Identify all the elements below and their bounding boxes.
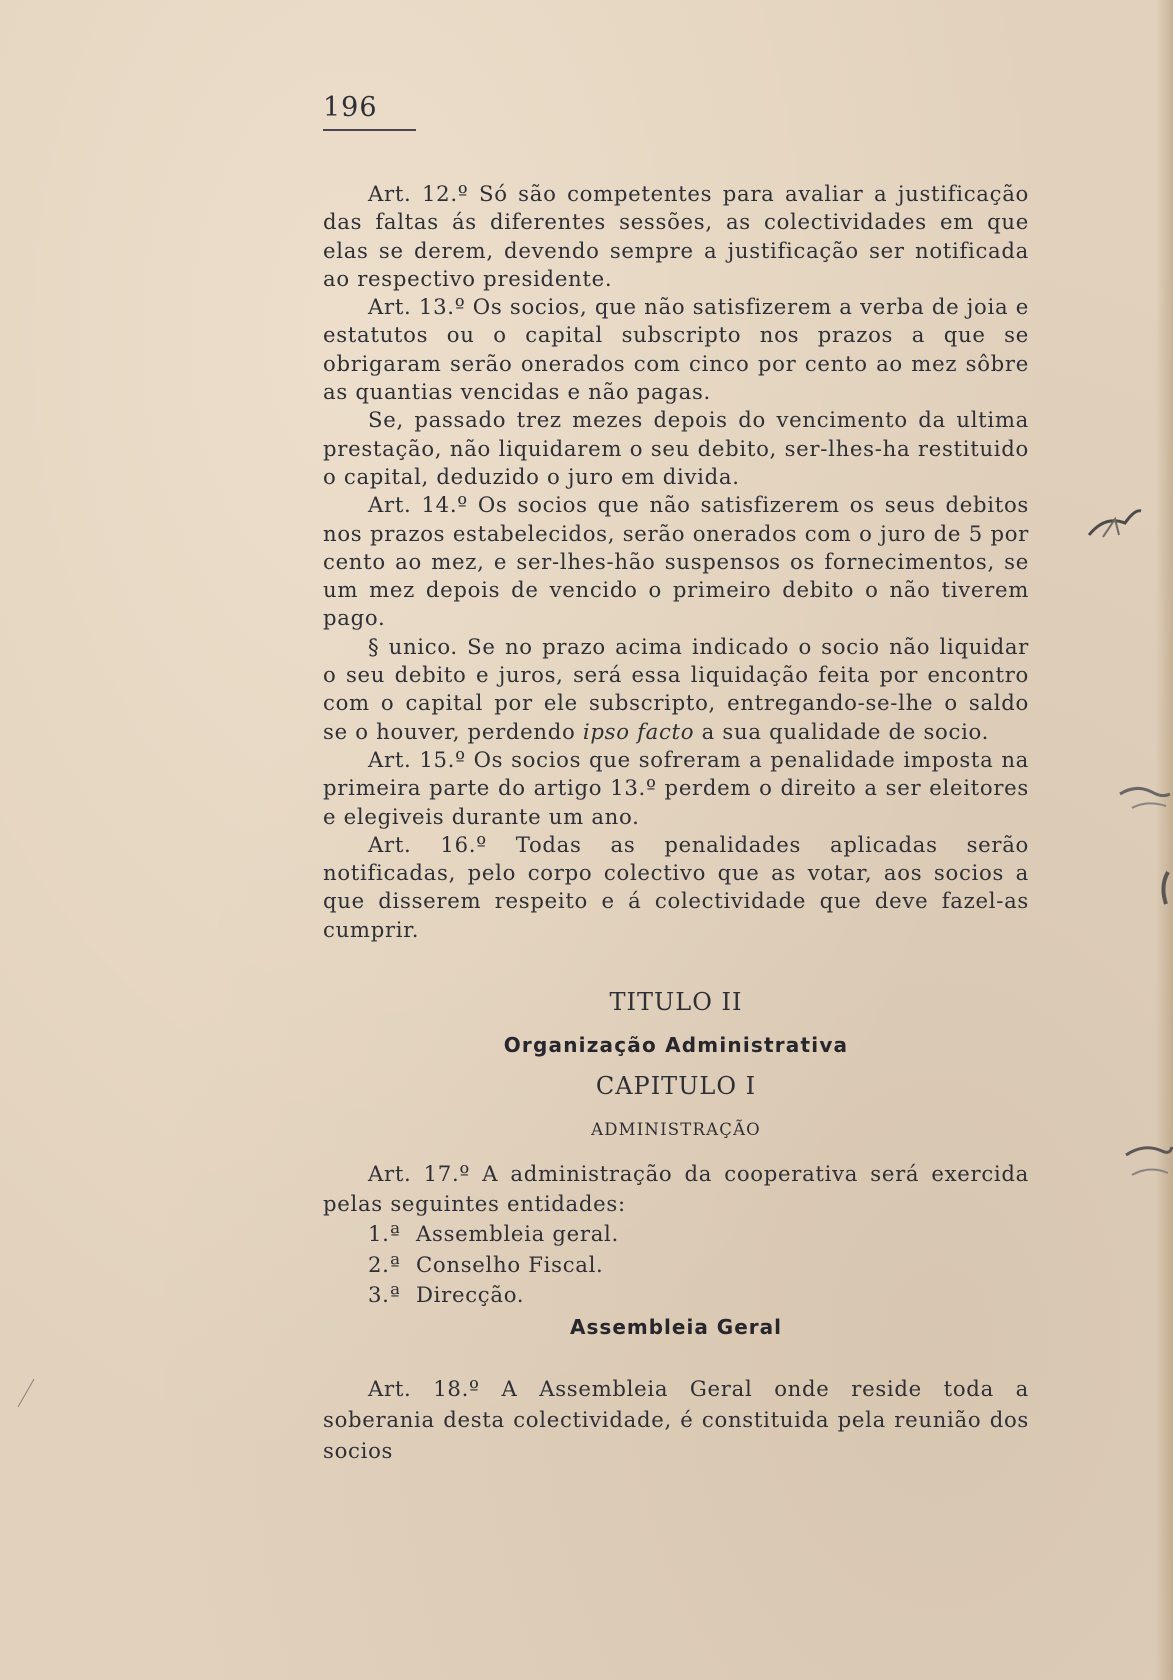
capitulo-heading: CAPITULO I xyxy=(595,1072,757,1100)
art-18-text: Art. 18.º A Assembleia Geral onde reside toda a soberania desta colectividade, é constituida pela reunião dos socios xyxy=(323,1376,1029,1463)
titulo-subtitle: Organização Administrativa xyxy=(503,1033,849,1057)
list-item-text: Conselho Fiscal. xyxy=(416,1251,604,1277)
bleed-through-mark-icon xyxy=(1085,505,1145,545)
pencil-mark-icon xyxy=(14,1375,38,1411)
art-17-paragraph xyxy=(323,1159,1029,1219)
list-item-text: Direcção. xyxy=(416,1282,525,1307)
art-17-text: Art. 17.º A administração da cooperativa será exercida pelas seguintes entidades: xyxy=(323,1161,1029,1216)
entidades-list xyxy=(368,1219,619,1311)
list-item xyxy=(368,1250,619,1281)
page-edge-shadow xyxy=(1155,0,1173,1680)
unico-text-after: a sua qualidade de socio. xyxy=(694,718,990,744)
unico-italic-term: ipso facto xyxy=(582,718,695,744)
art-16-paragraph: Art. 16.º Todas as penalidades aplicadas serão notificadas, pelo corpo colectivo que as votar, aos socios a que disserem respeito e á colectividade que deve fazel-as cumprir. xyxy=(323,831,1029,942)
art-13-paragraph: Art. 13.º Os socios, que não satisfizerem a verba de joia e estatutos ou o capital subscripto nos prazos a que se obrigaram serão onerados com cinco por cento ao mez sôbre as quantias vencidas e não pagas. xyxy=(323,294,1029,405)
list-item xyxy=(368,1280,619,1311)
page-number: 196 xyxy=(323,92,378,123)
bleed-through-mark-icon xyxy=(1118,780,1173,820)
unico-text-before: § unico. Se no prazo acima indicado o socio não liquidar o seu debito e juros, será essa liquidação feita por encontro com o capital por ele subscripto, entregando-se-lhe o saldo se o houver, perdendo xyxy=(323,633,1029,744)
capitulo-subtitle: ADMINISTRAÇÃO xyxy=(591,1120,761,1139)
art-12-paragraph: Art. 12.º Só são competentes para avaliar a justificação das faltas ás diferentes sessões, as colectividades em que elas se derem, devendo sempre a justificação ser notificada ao respectivo presidente. xyxy=(323,181,1029,291)
list-item-number: 3.ª xyxy=(368,1282,401,1307)
assembleia-geral-heading: Assembleia Geral xyxy=(570,1315,782,1339)
bleed-through-mark-icon xyxy=(1158,868,1173,908)
list-item-number: 1.ª xyxy=(368,1221,401,1246)
art-15-paragraph: Art. 15.º Os socios que sofreram a penalidade imposta na primeira parte do artigo 13.º perdem o direito a ser eleitores e elegiveis durante um ano. xyxy=(323,746,1029,829)
list-item-text: Assembleia geral. xyxy=(416,1221,619,1246)
list-item xyxy=(368,1219,619,1250)
art-14-paragraph: Art. 14.º Os socios que não satisfizerem os seus debitos nos prazos estabelecidos, serão onerados com o juro de 5 por cento ao mez, e ser-lhes-hão suspensos os fornecimentos, se um mez depois de vencido o primeiro debito o não tiverem pago. xyxy=(323,492,1029,631)
bleed-through-mark-icon xyxy=(1122,1135,1173,1185)
art-13-continuation-paragraph: Se, passado trez mezes depois do vencimento da ultima prestação, não liquidarem o seu debito, ser-lhes-ha restituido o capital, deduzido o juro em divida. xyxy=(323,407,1029,489)
art-18-paragraph xyxy=(323,1373,1029,1466)
list-item-number: 2.ª xyxy=(368,1251,401,1277)
titulo-heading: TITULO II xyxy=(609,988,743,1016)
unico-paragraph xyxy=(323,633,1029,746)
articles-block xyxy=(323,180,1029,944)
header-rule xyxy=(323,129,416,131)
